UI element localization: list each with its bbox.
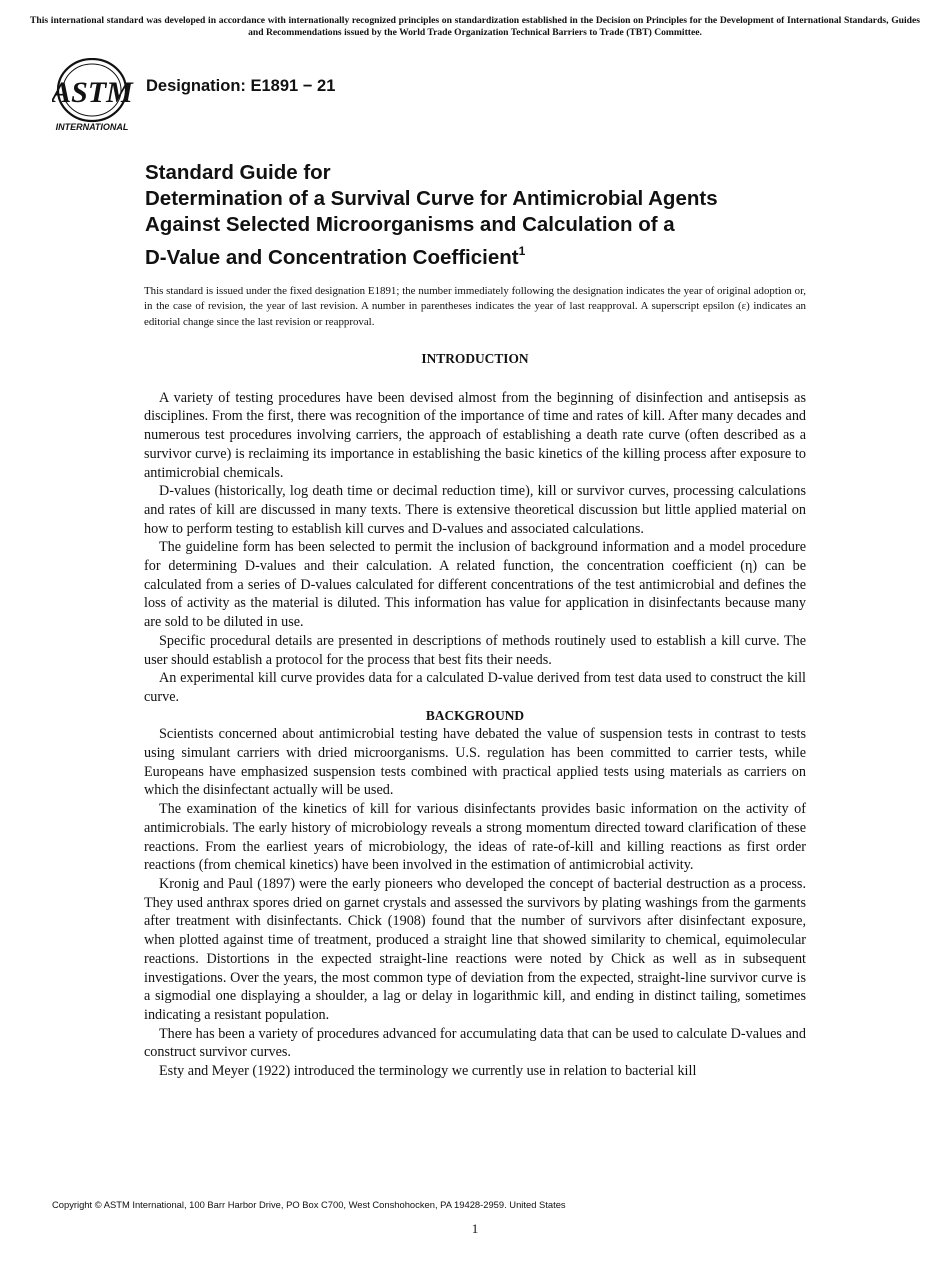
introduction-heading: INTRODUCTION xyxy=(421,351,529,366)
background-paragraph: The examination of the kinetics of kill for various disinfectants provides basic information on the activity of antimicrobials. The early history of microbiology reveals a strong momentum directed toward clarification of these reactions. From the earliest years of microbiology, the ideas of rate-of-kill and killing reactions as first order reactions (from chemical kinetics) have been involved in the estimation of antimicrobial activity. xyxy=(144,801,806,874)
title-line-2: Determination of a Survival Curve for Antimicrobial Agents xyxy=(145,187,718,210)
intro-paragraph: The guideline form has been selected to permit the inclusion of background information and a model procedure for determining D-values and their calculation. A related function, the concentration coefficient (η) can be calculated from a series of D-values calculated for different concentrations of the test antimicrobial and defines the loss of activity as the material is diluted. This information has value for application in disinfectants because many are sold to be diluted in use. xyxy=(144,539,806,631)
page-number: 1 xyxy=(471,1221,479,1236)
logo-subtext: INTERNATIONAL xyxy=(55,122,129,132)
astm-logo xyxy=(52,58,136,134)
intro-paragraph: D-values (historically, log death time or decimal reduction time), kill or survivor curves, processing calculations and rates of kill are discussed in many texts. There is extensive theoretical discussion but little applied material on how to perform testing to establish kill curves and D-values and associated calculations. xyxy=(144,483,806,537)
issued-note: This standard is issued under the fixed designation E1891; the number immediately following the designation indicates the year of original adoption or, in the case of revision, the year of last revision. A number in parentheses indicates the year of last reapproval. A superscript epsilon (ε) indicates an editorial change since the last revision or reapproval. xyxy=(144,285,806,328)
intro-paragraph: A variety of testing procedures have been devised almost from the beginning of disinfection and antisepsis as disciplines. From the first, there was recognition of the importance of time and rates of kill. After many decades and numerous test procedures involving carriers, the approach of establishing a death rate curve (often described as a survivor curve) is reclaiming its importance in establishing the basic kinetics of the killing process after exposure to antimicrobial chemicals. xyxy=(144,389,806,481)
copyright-footer: Copyright © ASTM International, 100 Barr Harbor Drive, PO Box C700, West Conshohocken, PA 19428-2959. United States xyxy=(52,1199,566,1210)
background-heading: BACKGROUND xyxy=(425,707,525,723)
title-line-4-text: D-Value and Concentration Coefficient xyxy=(145,246,519,269)
designation: Designation: E1891 − 21 xyxy=(146,77,336,95)
background-paragraph: There has been a variety of procedures advanced for accumulating data that can be used to calculate D-values and construct survivor curves. xyxy=(144,1025,806,1061)
title-line-4 xyxy=(145,238,845,271)
intro-paragraph: Specific procedural details are presented in descriptions of methods routinely used to establish a kill curve. The user should establish a protocol for the process that best fits their needs. xyxy=(144,632,806,668)
title-footnote-mark[interactable]: 1 xyxy=(518,244,526,258)
document-title xyxy=(145,160,845,271)
intro-paragraph: An experimental kill curve provides data for a calculated D-value derived from test data used to construct the kill curve. xyxy=(144,670,806,705)
wto-notice: This international standard was developed in accordance with internationally recognized principles on standardization established in the Decision on Principles for the Development of International Standards, Guides and Recommendations issued by the World Trade Organization Technical Barriers to Trade (TBT) Committee. xyxy=(30,15,920,38)
background-paragraph: Esty and Meyer (1922) introduced the terminology we currently use in relation to bacterial kill xyxy=(159,1063,697,1080)
background-paragraph: Kronig and Paul (1897) were the early pioneers who developed the concept of bacterial destruction as a process. They used anthrax spores dried on garnet crystals and assessed the survivors by plating washings from the garments after treatment with disinfectants. Chick (1908) found that the number of survivors after disinfectant exposure, when plotted against time of treatment, produced a straight line that showed similarity to chemical, equimolecular reactions. Distortions in the expected straight-line reactions were noted by Chick as well as in subsequent investigations. Over the years, the most common type of deviation from the expected, straight-line survivor curve is a sigmodial one displaying a shoulder, a lag or delay in logarithmic kill, and ending in distinct tailing, sometimes indicating a resistant population. xyxy=(144,875,806,1023)
background-paragraph: Scientists concerned about antimicrobial testing have debated the value of suspension tests in contrast to tests using simulant carriers with dried microorganisms. U.S. regulation has been committed to carrier tests, while Europeans have emphasized suspension tests combined with practical applied tests using materials as carriers on which the disinfectant actually will be used. xyxy=(144,726,806,799)
title-line-1: Standard Guide for xyxy=(145,161,331,184)
logo-text: ASTM xyxy=(52,76,133,109)
title-line-3: Against Selected Microorganisms and Calculation of a xyxy=(145,213,675,236)
main-body xyxy=(144,350,806,1081)
